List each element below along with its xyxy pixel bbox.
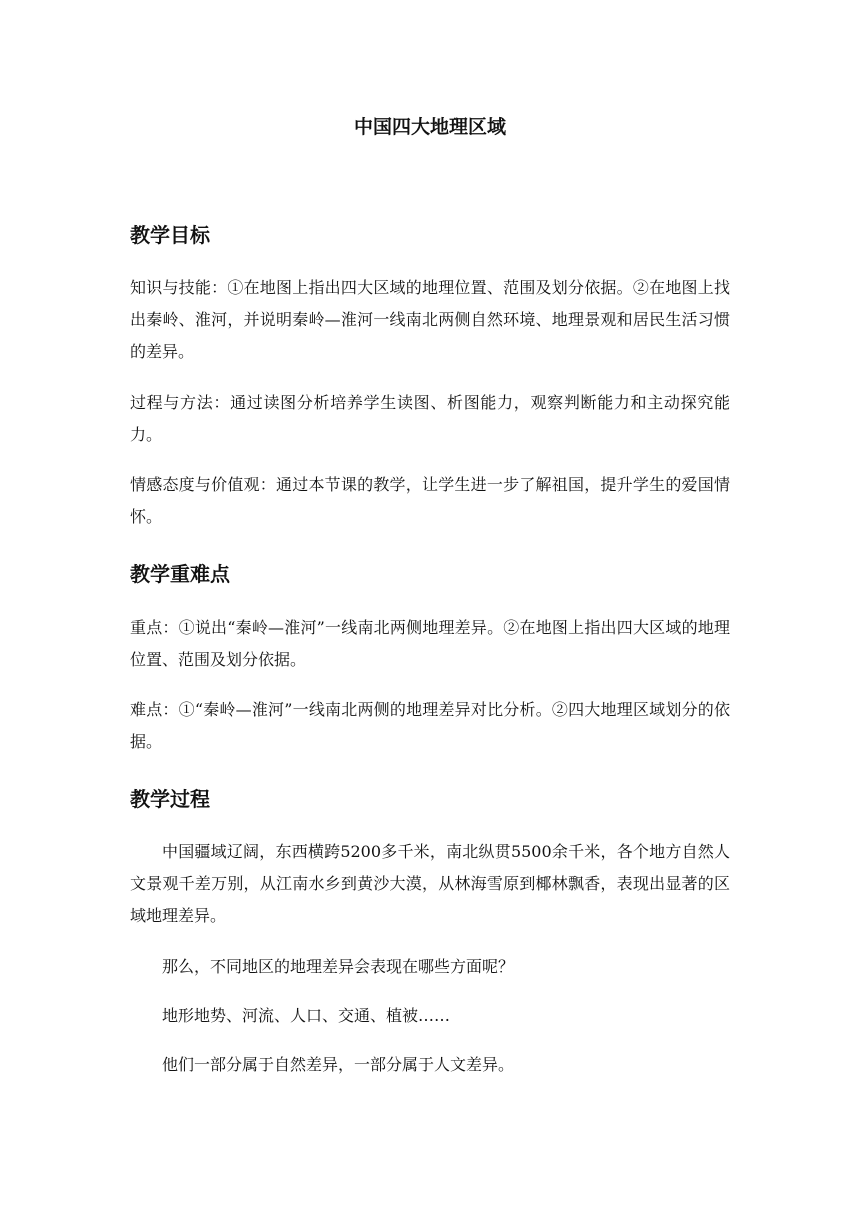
- paragraph-conclusion: 他们一部分属于自然差异，一部分属于人文差异。: [162, 1055, 515, 1074]
- paragraph-difficult-point: 难点：①“秦岭—淮河”一线南北两侧的地理差异对比分析。②四大地理区域划分的依据。: [130, 700, 730, 751]
- paragraph-process-methods: 过程与方法：通过读图分析培养学生读图、析图能力，观察判断能力和主动探究能力。: [130, 393, 730, 444]
- paragraph-intro: 中国疆域辽阔，东西横跨5200多千米，南北纵贯5500余千米，各个地方自然人文景观千差万别，从江南水乡到黄沙大漠，从林海雪原到椰林飘香，表现出显著的区域地理差异。: [130, 842, 730, 925]
- paragraph-knowledge-skills: 知识与技能：①在地图上指出四大区域的地理位置、范围及划分依据。②在地图上找出秦岭、淮河，并说明秦岭—淮河一线南北两侧自然环境、地理景观和居民生活习惯的差异。: [130, 278, 730, 361]
- document-title: 中国四大地理区域: [353, 116, 506, 138]
- section-heading-process: 教学过程: [130, 787, 210, 811]
- paragraph-question: 那么，不同地区的地理差异会表现在哪些方面呢？: [162, 957, 515, 976]
- section-heading-objectives: 教学目标: [130, 223, 210, 247]
- paragraph-emotion-values: 情感态度与价值观：通过本节课的教学，让学生进一步了解祖国，提升学生的爱国情怀。: [130, 475, 730, 526]
- paragraph-key-point: 重点：①说出“秦岭—淮河”一线南北两侧地理差异。②在地图上指出四大区域的地理位置、范围及划分依据。: [130, 618, 730, 669]
- section-heading-key-points: 教学重难点: [130, 562, 230, 586]
- paragraph-aspects: 地形地势、河流、人口、交通、植被……: [162, 1006, 451, 1025]
